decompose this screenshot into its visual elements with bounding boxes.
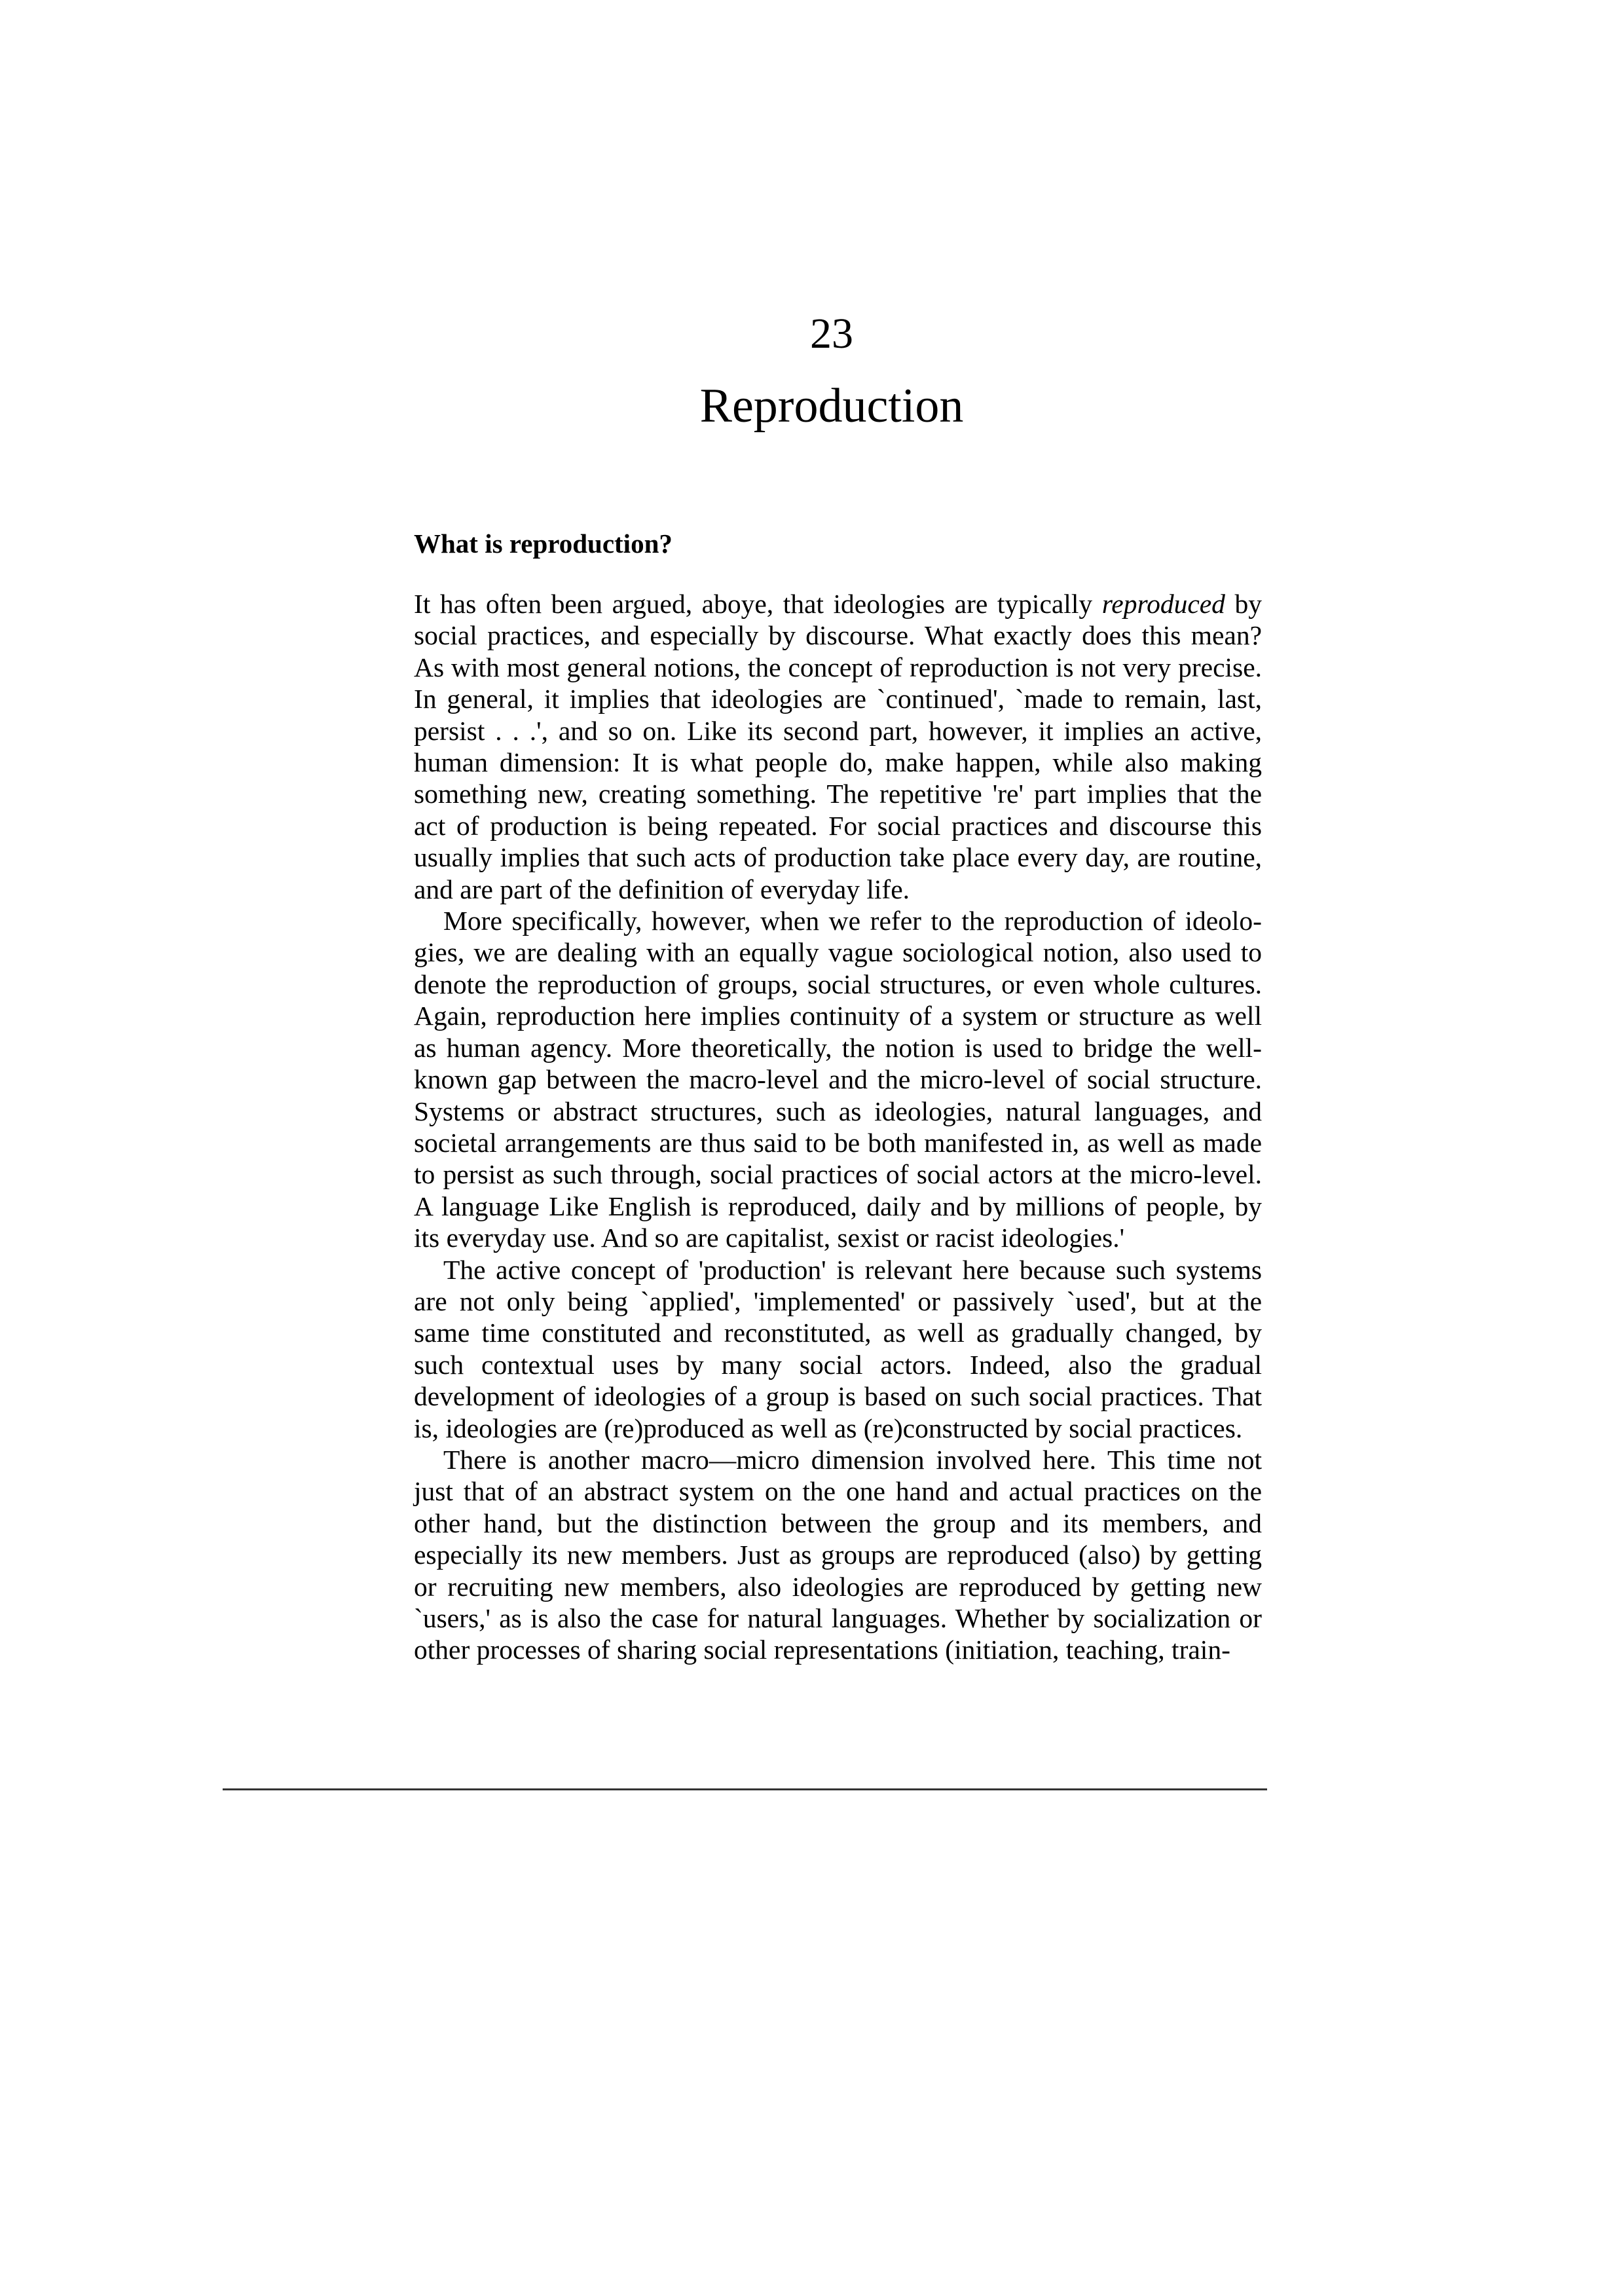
section-heading: What is reproduction? bbox=[414, 528, 673, 559]
chapter-title: Reproduction bbox=[699, 379, 964, 433]
body-text bbox=[414, 588, 1262, 1666]
chapter-number: 23 bbox=[810, 310, 853, 358]
emphasis-reproduced: reproduced bbox=[1101, 589, 1225, 619]
paragraph-2: More specifically, however, when we refer to the reproduction of ideologies, we are dealing with an equally vague sociological notion, also used to denote the reproduction of groups, social structures, or even whole cultures. Again, reproduction here implies continuity of a system or structure as well as human agency. More theoretically, the notion is used to bridge the well-known gap between the macro-level and the micro-level of social structure. Systems or abstract structures, such as ideologies, natural languages, and societal arrangements are thus said to be both manifested in, as well as made to persist as such through, social practices of social actors at the micro-level. A language Like English is reproduced, daily and by millions of people, by its everyday use. And so are capitalist, sexist or racist ideologies.' bbox=[414, 906, 1262, 1253]
paragraph-1-rest: by social practices, and especially by discourse. What exactly does this mean? As with most general notions, the concept of reproduction is not very precise. In general, it implies that ideologies are `continued', `made to remain, last, persist . . .', and so on. Like its second part, however, it implies an active, human dimension: It is what people do, make happen, while also making something new, creating something. The repetitive 're' part implies that the act of production is being repeated. For social practices and discourse this usually implies that such acts of production take place every day, are routine, and are part of the definition of everyday life. bbox=[414, 589, 1262, 904]
paragraph-3: The active concept of 'production' is relevant here because such systems are not only being `applied', 'implemented' or passively `used', but at the same time constituted and reconstituted, as well as gradually changed, by such contextual uses by many social actors. Indeed, also the gradual development of ideologies of a group is based on such social practices. That is, ideologies are (re)produced as well as (re)constructed by social practices. bbox=[414, 1254, 1262, 1443]
paragraph-1-start: It has often been argued, aboye, that ideologies are typically bbox=[414, 589, 1102, 619]
footer-divider bbox=[223, 1788, 1267, 1790]
paragraph-4: There is another macro—micro dimension involved here. This time not just that of an abstract system on the one hand and actual practices on the other hand, but the distinction between the group and its members, and especially its new members. Just as groups are reproduced (also) by getting or recruiting new members, also ideologies are reproduced by getting new `users,' as is also the case for natural languages. Whether by socialization or other processes of sharing social representations (initiation, teaching, train- bbox=[414, 1444, 1262, 1665]
paragraph-1 bbox=[414, 588, 1262, 905]
